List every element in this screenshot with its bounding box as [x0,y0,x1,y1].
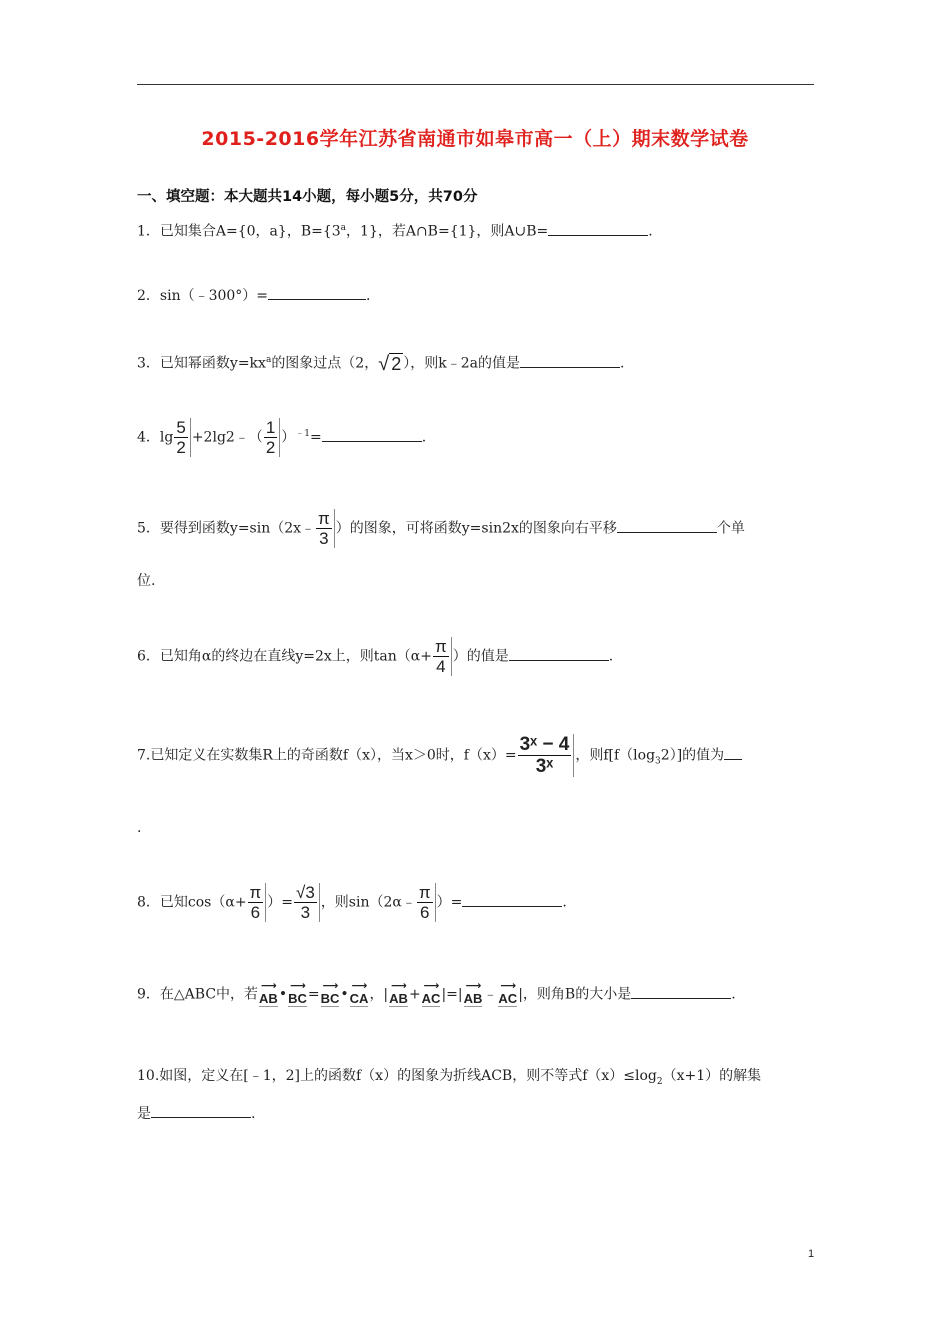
question-9: 9．在△ABC中，若 ⟶ AB • ⟶ BC = ⟶ BC • ⟶ CA ，| ⟶ AB + ⟶ AC |=| ⟶ AB ﹣ ⟶ AC |，则角B的大小是 . [137,980,736,1006]
vector-bc: ⟶ BC [288,980,307,1006]
sqrt-expression: √ 2 [378,353,402,376]
fraction: $\frac{\pi}{6}$ [417,883,436,922]
answer-blank[interactable] [322,427,422,442]
vector-ca: ⟶ CA [349,980,369,1006]
answer-blank[interactable] [151,1103,251,1118]
header-rule [137,84,814,85]
section-heading: 一、填空题：本大题共14小题，每小题5分，共70分 [137,189,478,205]
vector-ab: ⟶ AB [259,980,278,1006]
question-2: 2．sin（﹣300°）= . [137,285,371,306]
answer-blank[interactable] [617,518,717,533]
fraction: $\frac{\pi}{4}$ [433,637,452,676]
fraction: $\frac{5}{2}$ [174,418,190,457]
question-8: 8．已知cos（α+ $\frac{\pi}{6}$ ）= $\frac{√3}{3}$ ，则sin（2α﹣ $\frac{\pi}{6}$ ）= . [137,883,567,922]
vector-ab: ⟶ AB [463,980,483,1006]
question-3: 3．已知幂函数$y=kx^a$的图象过点（2， √ 2 ），则k﹣2a的值是 . [137,353,625,376]
page-title: 2015-2016学年江苏省南通市如皋市高一（上）期末数学试卷 [201,128,749,150]
question-5: 5．要得到函数y=sin（2x﹣ $\frac{\pi}{3}$ ）的图象，可将函数y=sin2x的图象向右平移 个单 [137,509,745,548]
vector-bc: ⟶ BC [320,980,340,1006]
answer-blank[interactable] [268,285,366,300]
question-6: 6．已知角α的终边在直线y=2x上，则tan（α+ $\frac{\pi}{4}$ ）的值是 . [137,637,614,676]
question-5-continued: 位. [137,573,156,589]
vector-ac: ⟶ AC [498,980,518,1006]
fraction: $\frac{\text{3ˣ − 4}}{\text{3ˣ}}$ [518,734,575,777]
question-10: 10.如图，定义在[﹣1，2]上的函数f（x）的图象为折线ACB，则不等式$f(x)\le\log_2(x+1)$的解集 [137,1068,762,1087]
answer-blank[interactable] [724,745,742,760]
fraction: $\frac{1}{2}$ [264,418,280,457]
fraction: $\frac{\pi}{6}$ [248,883,267,922]
question-7: 7.已知定义在实数集R上的奇函数f（x），当x＞0时，f（x）= $\frac{\text{3ˣ − 4}}{\text{3ˣ}}$ ，则$f[f(\log_32)]$的值为 [137,734,742,777]
answer-blank[interactable] [509,646,609,661]
vector-ab: ⟶ AB [389,980,408,1006]
answer-blank[interactable] [548,221,648,236]
vector-ac: ⟶ AC [421,980,441,1006]
fraction: $\frac{√3}{3}$ [294,883,320,922]
page-number: 1 [808,1248,815,1260]
question-7-continued: . [137,820,142,836]
question-4: 4．lg $\frac{5}{2}$ +2lg2﹣（ $\frac{1}{2}$ ）$^{﹣1}$= . [137,418,427,457]
answer-blank[interactable] [631,984,731,999]
question-1: 1．已知集合A={0，a}，$B=\{3^a$，1}，若A∩B={1}，则A∪B= . [137,218,653,242]
question-10-continued: 是 . [137,1103,255,1124]
fraction: $\frac{\pi}{3}$ [316,509,335,548]
answer-blank[interactable] [462,892,562,907]
answer-blank[interactable] [520,353,620,368]
